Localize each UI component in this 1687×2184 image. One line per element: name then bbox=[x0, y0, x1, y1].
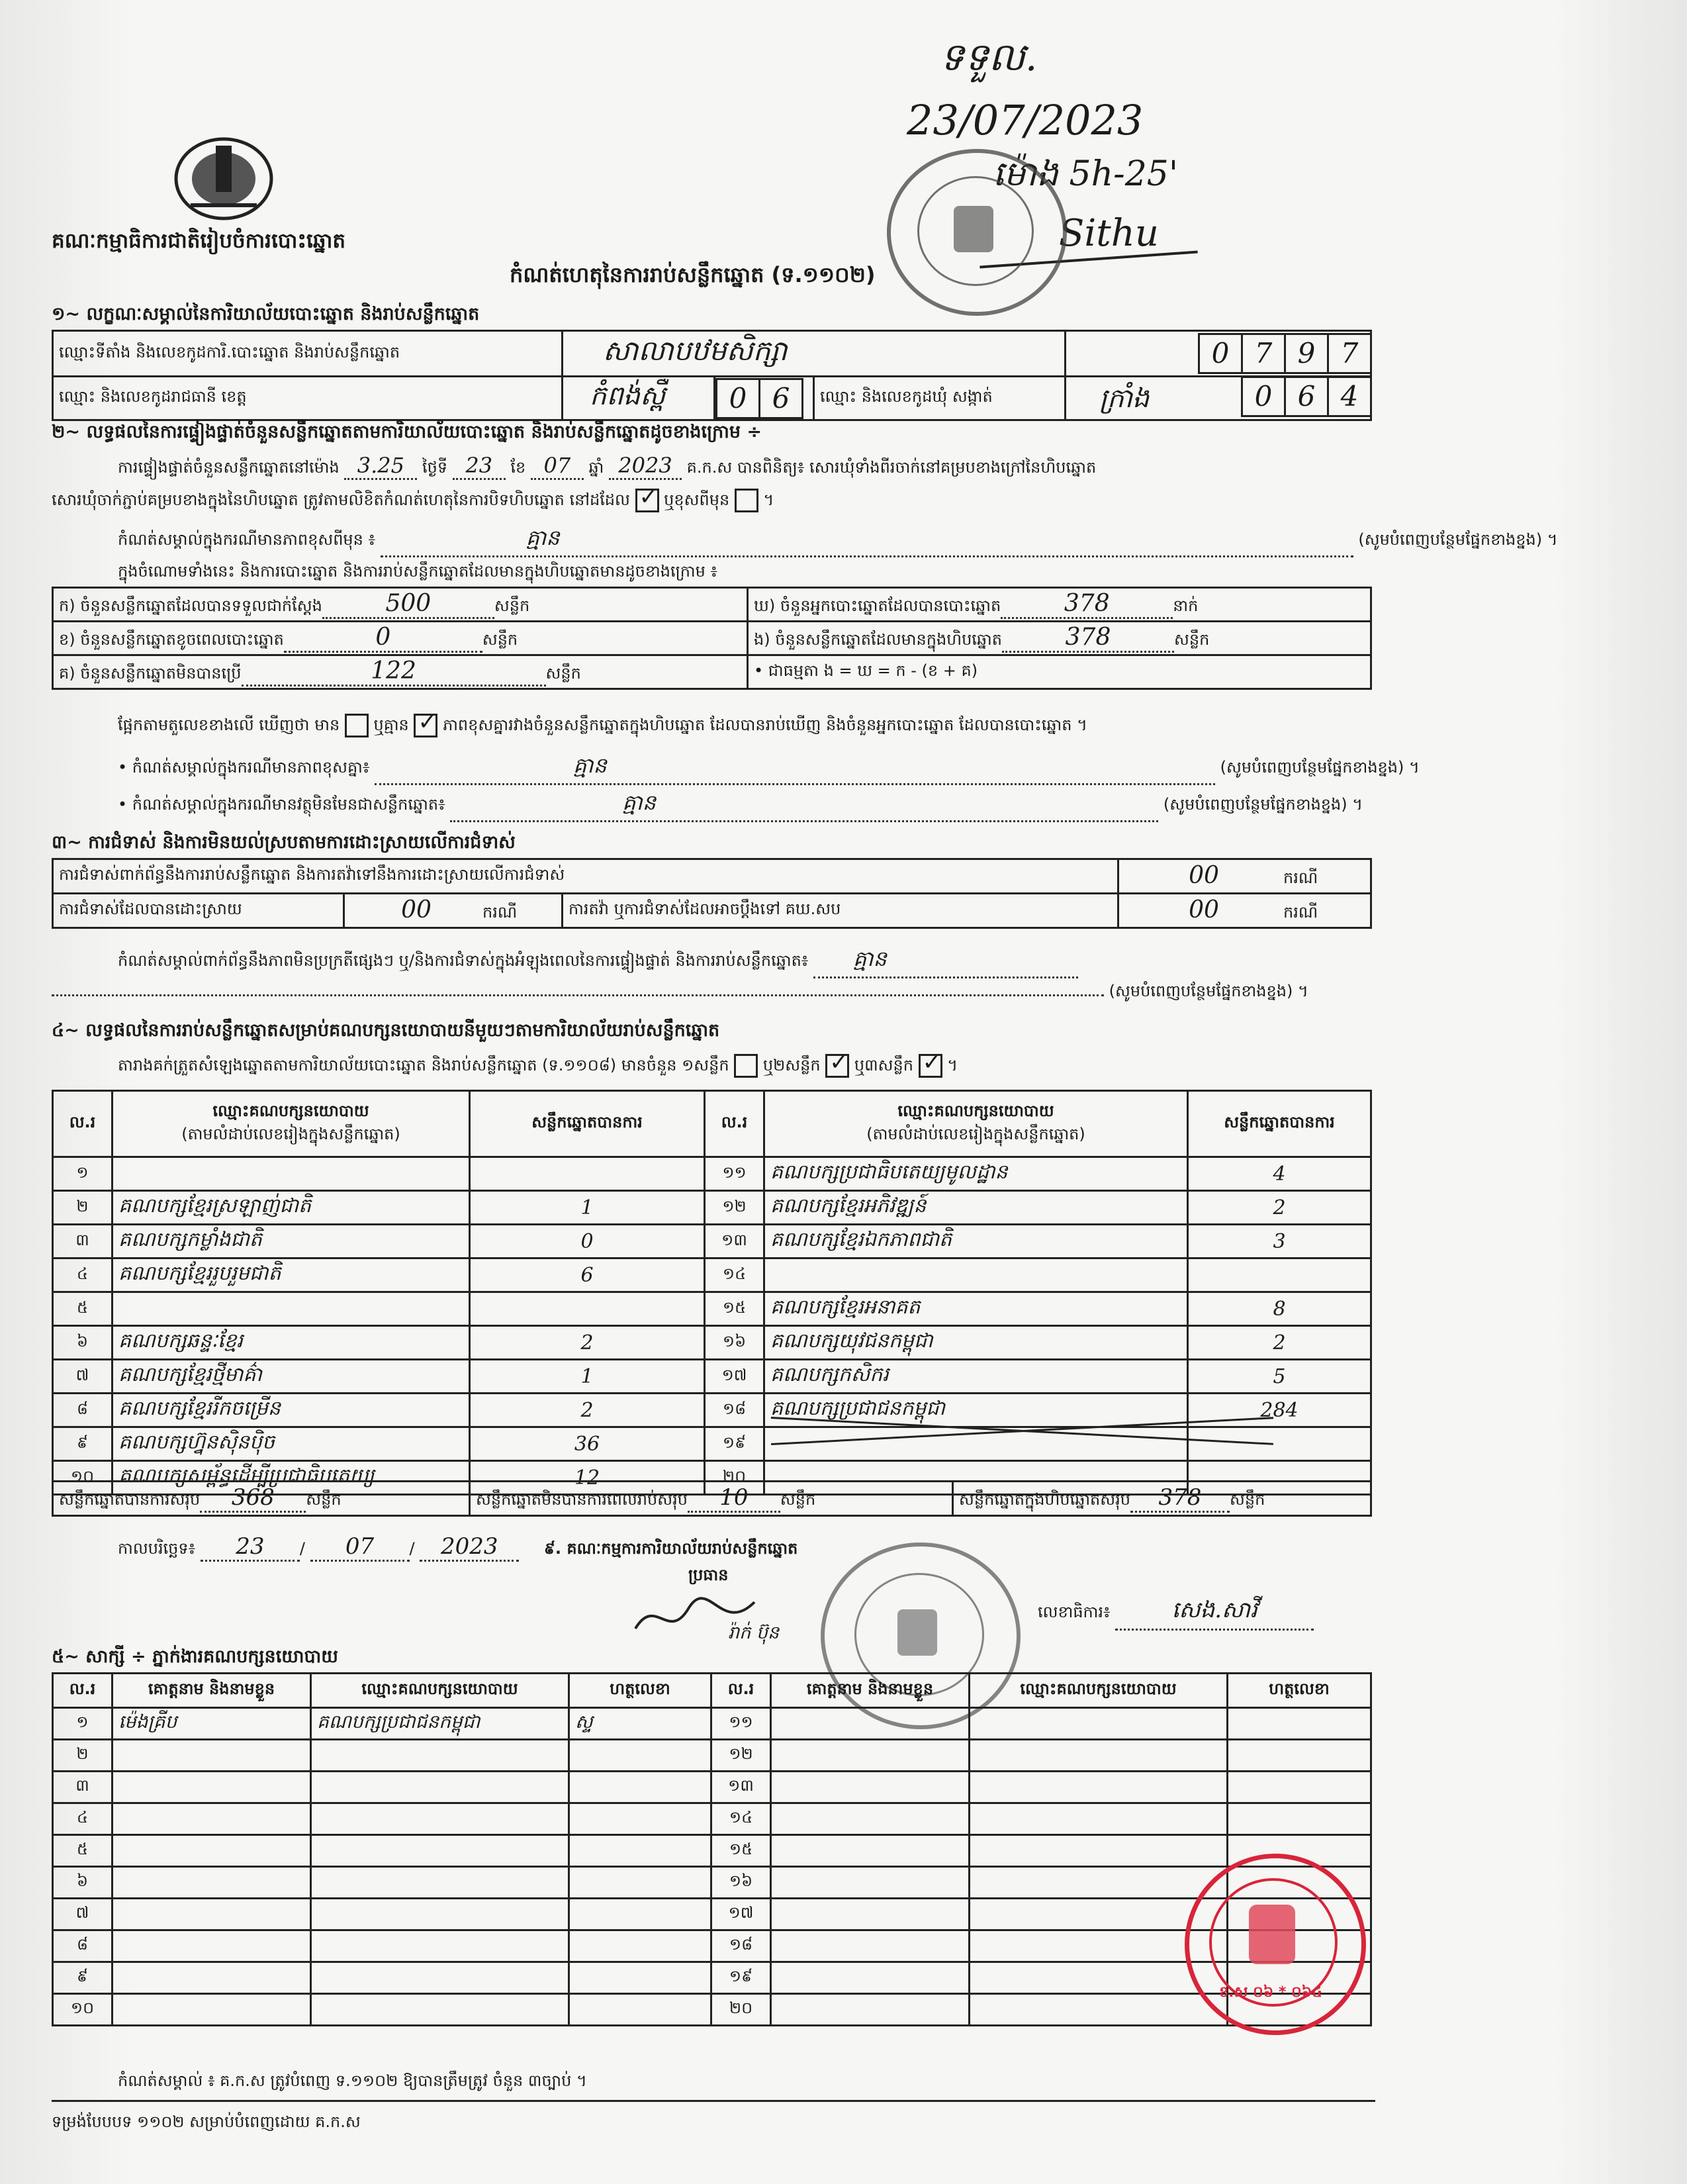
party-name bbox=[113, 1157, 470, 1191]
site-code: 0 7 9 7 bbox=[1066, 331, 1371, 377]
witness-name bbox=[113, 1867, 311, 1899]
party-votes: 2 bbox=[1188, 1191, 1371, 1225]
has-difference-checkbox[interactable] bbox=[345, 714, 369, 737]
total-invalid-value: 10 bbox=[688, 1484, 780, 1513]
witness-no: ១៧ bbox=[711, 1899, 771, 1930]
objection-count-cell: 00 ករណី bbox=[1118, 859, 1371, 894]
witness-no: ១៣ bbox=[711, 1772, 771, 1803]
w-col-name-right: គោត្តនាម និងនាមខ្លួន bbox=[771, 1674, 970, 1708]
witness-party bbox=[311, 1930, 569, 1962]
col-no-right: ល.រ bbox=[705, 1091, 764, 1157]
party-no: ១៦ bbox=[705, 1326, 764, 1360]
party-no: ១៨ bbox=[705, 1394, 764, 1427]
table-row bbox=[53, 1740, 1371, 1772]
w-col-sign-left: ហត្ថលេខា bbox=[569, 1674, 711, 1708]
table-row bbox=[53, 1867, 1371, 1899]
chair-name: រ៉ាក់ ប៊ុន bbox=[728, 1623, 780, 1643]
witness-party bbox=[970, 1740, 1228, 1772]
section1-table bbox=[52, 330, 1372, 421]
col-party-left: ឈ្មោះគណបក្សនយោបាយ (តាមលំដាប់លេខរៀងក្នុងសន្លឹកឆ្នោត) bbox=[113, 1091, 470, 1157]
total-box-cell: សន្លឹកឆ្នោតក្នុងហិបឆ្នោតសរុប 378 សន្លឹក bbox=[953, 1482, 1371, 1516]
party-name: គណបក្សកម្លាំងជាតិ bbox=[113, 1225, 470, 1258]
table-row bbox=[53, 1191, 1371, 1225]
section2-title: ២~ លទ្ធផលនៃការផ្ទៀងផ្ទាត់ចំនួនសន្លឹកឆ្នោតតាមការិយាល័យបោះឆ្នោត និងរាប់សន្លឹកឆ្នោតដូចខាងក្រោម ÷ bbox=[52, 422, 762, 442]
total-box-value: 378 bbox=[1130, 1484, 1230, 1513]
witness-no: ១០ bbox=[53, 1994, 113, 2026]
witness-party bbox=[311, 1867, 569, 1899]
red-seal-text: ខ.ស ០៦ * ០៦៤ bbox=[1219, 1984, 1322, 2001]
witness-name bbox=[771, 1962, 970, 1994]
party-no: ២ bbox=[53, 1191, 113, 1225]
verification-month: 07 bbox=[531, 453, 584, 480]
party-votes: 8 bbox=[1188, 1292, 1371, 1326]
party-no: ១៥ bbox=[705, 1292, 764, 1326]
party-name: គណបក្សខ្មែរឯកភាពជាតិ bbox=[764, 1225, 1188, 1258]
footer-divider bbox=[52, 2100, 1375, 2102]
party-votes: 12 bbox=[470, 1461, 705, 1495]
party-name bbox=[764, 1258, 1188, 1292]
party-name: គណបក្សសម្ព័ន្ធដើម្បីប្រជាធិបតេយ្យ bbox=[113, 1461, 470, 1495]
tally-3-sheets-checkbox[interactable] bbox=[919, 1054, 942, 1078]
party-name: គណបក្សខ្មែររួបរួមជាតិ bbox=[113, 1258, 470, 1292]
witness-no: ១៦ bbox=[711, 1867, 771, 1899]
witness-name bbox=[771, 1930, 970, 1962]
witness-no: ២ bbox=[53, 1740, 113, 1772]
site-label: ឈ្មោះទីតាំង និងលេខកូដការិ.បោះឆ្នោត និងរាប់សន្លឹកឆ្នោត bbox=[53, 331, 563, 377]
party-no: ៨ bbox=[53, 1394, 113, 1427]
party-name: គណបក្សប្រជាជនកម្ពុជា bbox=[764, 1394, 1188, 1427]
total-valid-cell: សន្លឹកឆ្នោតបានការសរុប 368 សន្លឹក bbox=[53, 1482, 470, 1516]
table-row bbox=[53, 1258, 1371, 1292]
foreign-object-note-line: • កំណត់សម្គាល់ក្នុងករណីមានវត្ថុមិនមែនជាសន្លឹកឆ្នោត៖ គ្មាន (សូមបំពេញបន្ថែមផ្នែកខាងខ្នង) ។ bbox=[118, 789, 1363, 822]
witness-signature bbox=[1228, 1708, 1371, 1740]
resolved-count-cell: 00 ករណី bbox=[344, 894, 563, 928]
witness-no: ១៤ bbox=[711, 1803, 771, 1835]
witness-party bbox=[311, 1994, 569, 2026]
secretary-name: សេង.សាវី bbox=[1115, 1595, 1314, 1631]
w-col-party-left: ឈ្មោះគណបក្សនយោបាយ bbox=[311, 1674, 569, 1708]
witness-party bbox=[311, 1772, 569, 1803]
party-no: ៩ bbox=[53, 1427, 113, 1461]
witness-name bbox=[771, 1835, 970, 1867]
witness-party bbox=[311, 1740, 569, 1772]
section3-table bbox=[52, 858, 1372, 929]
unchanged-checkbox[interactable] bbox=[635, 489, 659, 512]
verification-time: 3.25 bbox=[344, 453, 417, 480]
table-row bbox=[53, 1292, 1371, 1326]
party-votes: 6 bbox=[470, 1258, 705, 1292]
party-no: ៥ bbox=[53, 1292, 113, 1326]
witness-no: ៨ bbox=[53, 1930, 113, 1962]
witness-party bbox=[970, 1772, 1228, 1803]
witness-signature bbox=[569, 1994, 711, 2026]
witness-no: ១៥ bbox=[711, 1835, 771, 1867]
witness-party bbox=[311, 1835, 569, 1867]
irregularity-note-line2: (សូមបំពេញបន្ថែមផ្នែកខាងខ្នង) ។ bbox=[52, 981, 1308, 1004]
witness-no: ១១ bbox=[711, 1708, 771, 1740]
summary-intro: ក្នុងចំណោមទាំងនេះ និងការបោះឆ្នោត និងការរាប់សន្លឹកឆ្នោតដែលមានក្នុងហិបឆ្នោតមានដូចខាងក្រោម ៖ bbox=[118, 562, 718, 581]
verification-year: 2023 bbox=[609, 453, 682, 480]
count-row-d: ឃ) ចំនួនអ្នកបោះឆ្នោតដែលបានបោះឆ្នោត 378 នាក់ bbox=[748, 588, 1371, 622]
difference-note-line: • កំណត់សម្គាល់ក្នុងករណីមានភាពខុសគ្នា៖ គ្មាន (សូមបំពេញបន្ថែមផ្នែកខាងខ្នង) ។ bbox=[118, 752, 1420, 785]
results-body bbox=[53, 1157, 1371, 1495]
party-no: ១០ bbox=[53, 1461, 113, 1495]
count-row-c: គ) ចំនួនសន្លឹកឆ្នោតមិនបានប្រើ 122 សន្លឹក bbox=[53, 655, 748, 689]
party-votes bbox=[1188, 1427, 1371, 1461]
party-no: ១៩ bbox=[705, 1427, 764, 1461]
party-votes: 1 bbox=[470, 1191, 705, 1225]
received-signature: Sithu bbox=[1059, 212, 1159, 255]
party-votes bbox=[470, 1292, 705, 1326]
party-no: ១៤ bbox=[705, 1258, 764, 1292]
table-row bbox=[53, 1708, 1371, 1740]
witness-no: ៣ bbox=[53, 1772, 113, 1803]
witness-name bbox=[771, 1708, 970, 1740]
party-votes bbox=[470, 1157, 705, 1191]
party-votes: 284 bbox=[1188, 1394, 1371, 1427]
witness-party bbox=[970, 1867, 1228, 1899]
commune-label: ឈ្មោះ និងលេខកូដឃុំ សង្កាត់ bbox=[814, 377, 1066, 420]
witness-name bbox=[771, 1740, 970, 1772]
witness-name bbox=[771, 1803, 970, 1835]
witness-name bbox=[771, 1867, 970, 1899]
witness-no: ១៨ bbox=[711, 1930, 771, 1962]
chair-title: ប្រធាន bbox=[688, 1566, 729, 1584]
witness-no: ១២ bbox=[711, 1740, 771, 1772]
party-name: គណបក្សហ្វ៊ុនស៊ិនប៉ិច bbox=[113, 1427, 470, 1461]
witness-signature bbox=[569, 1835, 711, 1867]
col-votes-right: សន្លឹកឆ្នោតបានការ bbox=[1188, 1091, 1371, 1157]
witness-name bbox=[771, 1899, 970, 1930]
section2-counts-table bbox=[52, 587, 1372, 690]
table-row bbox=[53, 1157, 1371, 1191]
witness-name bbox=[113, 1740, 311, 1772]
witness-no: ១ bbox=[53, 1708, 113, 1740]
witness-no: ៦ bbox=[53, 1867, 113, 1899]
witness-signature bbox=[1228, 1772, 1371, 1803]
w-col-no-left: ល.រ bbox=[53, 1674, 113, 1708]
witness-name bbox=[113, 1994, 311, 2026]
party-votes: 2 bbox=[470, 1326, 705, 1360]
witness-signature bbox=[569, 1867, 711, 1899]
witness-no: ៥ bbox=[53, 1835, 113, 1867]
received-time: ម៉ោង 5h-25' bbox=[993, 154, 1179, 194]
witness-party bbox=[970, 1994, 1228, 2026]
table-row bbox=[53, 1899, 1371, 1930]
table-row bbox=[53, 1427, 1371, 1461]
signing-date-line: កាលបរិច្ឆេទ៖ 23 / 07 / 2023 ៩. គណៈកម្មការការិយាល័យរាប់សន្លឹកឆ្នោត bbox=[118, 1533, 798, 1562]
w-col-party-right: ឈ្មោះគណបក្សនយោបាយ bbox=[970, 1674, 1228, 1708]
section4-title: ៤~ លទ្ធផលនៃការរាប់សន្លឹកឆ្នោតសម្រាប់គណបក្សនយោបាយនីមួយៗតាមការិយាល័យរាប់សន្លឹកឆ្នោត bbox=[52, 1020, 720, 1041]
witness-body bbox=[53, 1708, 1371, 2026]
commune-cell: ក្រាំង 0 6 4 bbox=[1066, 377, 1371, 420]
witness-no: ៧ bbox=[53, 1899, 113, 1930]
nec-emblem-icon bbox=[171, 132, 277, 225]
count-row-a: ក) ចំនួនសន្លឹកឆ្នោតដែលបានទទួលជាក់ស្តែង 500 សន្លឹក bbox=[53, 588, 748, 622]
party-votes: 3 bbox=[1188, 1225, 1371, 1258]
province-code: 0 6 bbox=[715, 377, 814, 420]
party-name: គណបក្សខ្មែរអនាគត bbox=[764, 1292, 1188, 1326]
witness-name bbox=[113, 1899, 311, 1930]
results-table bbox=[52, 1090, 1372, 1496]
witness-signature bbox=[569, 1772, 711, 1803]
tally-1-sheet-checkbox[interactable] bbox=[734, 1054, 758, 1078]
commune-name: ក្រាំង bbox=[1099, 383, 1150, 414]
official-seal-top bbox=[887, 149, 1067, 316]
party-name: គណបក្សយុវជនកម្ពុជា bbox=[764, 1326, 1188, 1360]
witness-party bbox=[311, 1803, 569, 1835]
form-title: កំណត់ហេតុនៃការរាប់សន្លឹកឆ្នោត (ទ.១១០២) bbox=[510, 262, 876, 287]
party-name: គណបក្សឆន្ទៈខ្មែរ bbox=[113, 1326, 470, 1360]
party-name: គណបក្សខ្មែរអភិវឌ្ឍន៍ bbox=[764, 1191, 1188, 1225]
table-row bbox=[53, 1962, 1371, 1994]
witness-signature bbox=[569, 1803, 711, 1835]
witness-no: ២០ bbox=[711, 1994, 771, 2026]
party-votes: 0 bbox=[470, 1225, 705, 1258]
tally-2-sheets-checkbox[interactable] bbox=[825, 1054, 849, 1078]
party-name: គណបក្សខ្មែរថ្មីមាគ៌ា bbox=[113, 1360, 470, 1394]
witness-signature bbox=[569, 1930, 711, 1962]
secretary-line: លេខាធិការ៖ សេង.សាវី bbox=[1038, 1595, 1314, 1631]
table-row bbox=[53, 1994, 1371, 2026]
changed-checkbox[interactable] bbox=[735, 489, 758, 512]
witness-name bbox=[771, 1772, 970, 1803]
witness-no: ១៩ bbox=[711, 1962, 771, 1994]
received-date: 23/07/2023 bbox=[907, 96, 1144, 144]
table-row bbox=[53, 1803, 1371, 1835]
difference-line: ផ្អែកតាមតួលេខខាងលើ ឃើញថា មាន ឬគ្មាន ✓ ភាពខុសគ្នារវាងចំនួនសន្លឹកឆ្នោតក្នុងហិបឆ្នោត ដែលបានរាប់ឃើញ និងចំនួនអ្នកបោះឆ្នោត ដែលបានបោះឆ្នោត ។ bbox=[118, 714, 1087, 738]
party-votes: 2 bbox=[1188, 1326, 1371, 1360]
witness-name bbox=[113, 1772, 311, 1803]
total-invalid-cell: សន្លឹកឆ្នោតមិនបានការពេលរាប់សរុប 10 សន្លឹក bbox=[470, 1482, 953, 1516]
party-no: ១២ bbox=[705, 1191, 764, 1225]
section3-title: ៣~ ការជំទាស់ និងការមិនយល់ស្របតាមការដោះស្រាយលើការជំទាស់ bbox=[52, 832, 516, 853]
w-col-sign-right: ហត្ថលេខា bbox=[1228, 1674, 1371, 1708]
footnote: កំណត់សម្គាល់ ៖ គ.ក.ស ត្រូវបំពេញ ទ.១១០២ ឱ្យបានត្រឹមត្រូវ ចំនួន ៣ច្បាប់ ។ bbox=[118, 2071, 587, 2090]
table-row bbox=[53, 1326, 1371, 1360]
witness-signature bbox=[569, 1962, 711, 1994]
table-row bbox=[53, 1225, 1371, 1258]
party-no: ១១ bbox=[705, 1157, 764, 1191]
witness-name bbox=[113, 1803, 311, 1835]
party-no: ៧ bbox=[53, 1360, 113, 1394]
party-votes: 36 bbox=[470, 1427, 705, 1461]
province-label: ឈ្មោះ និងលេខកូដរាជធានី ខេត្ត bbox=[53, 377, 563, 420]
witness-signature bbox=[569, 1899, 711, 1930]
party-no: ១៧ bbox=[705, 1360, 764, 1394]
count-row-e: ង) ចំនួនសន្លឹកឆ្នោតដែលមានក្នុងហិបឆ្នោត 378 សន្លឹក bbox=[748, 622, 1371, 655]
witness-party bbox=[970, 1708, 1228, 1740]
col-party-right: ឈ្មោះគណបក្សនយោបាយ (តាមលំដាប់លេខរៀងក្នុងសន្លឹកឆ្នោត) bbox=[764, 1091, 1188, 1157]
witness-signature bbox=[569, 1740, 711, 1772]
received-note: ទទួល. bbox=[940, 34, 1038, 79]
province-name: កំពង់ស្ពឺ bbox=[563, 377, 715, 420]
table-row bbox=[53, 1772, 1371, 1803]
change-note-line: កំណត់សម្គាល់ក្នុងករណីមានភាពខុសពីមុន ៖ គ្មាន (សូមបំពេញបន្ថែមផ្នែកខាងខ្នង) ។ bbox=[118, 524, 1558, 557]
party-votes: 2 bbox=[470, 1394, 705, 1427]
section5-title: ៥~ សាក្សី ÷ ភ្នាក់ងារគណបក្សនយោបាយ bbox=[52, 1646, 338, 1667]
w-col-name-left: គោត្តនាម និងនាមខ្លួន bbox=[113, 1674, 311, 1708]
w-col-no-right: ល.រ bbox=[711, 1674, 771, 1708]
witness-party bbox=[970, 1803, 1228, 1835]
irregularity-note-line: កំណត់សម្គាល់ពាក់ព័ន្ធនឹងភាពមិនប្រក្រតីផ្សេងៗ ឬ/និងការជំទាស់ក្នុងអំឡុងពេលនៃការផ្ទៀងផ្ទាត់ និងការរាប់សន្លឹកឆ្នោត៖ គ្មាន bbox=[118, 945, 1078, 978]
witness-table bbox=[52, 1672, 1372, 2026]
totals-table bbox=[52, 1480, 1372, 1517]
party-votes bbox=[1188, 1258, 1371, 1292]
no-difference-checkbox[interactable] bbox=[414, 714, 437, 737]
witness-party bbox=[311, 1962, 569, 1994]
site-name: សាលាបឋមសិក្សា bbox=[563, 331, 1066, 377]
red-official-seal bbox=[1185, 1854, 1366, 2035]
party-no: ២០ bbox=[705, 1461, 764, 1495]
party-no: ៣ bbox=[53, 1225, 113, 1258]
tally-sheet-line: តារាងគក់ត្រួតសំឡេងឆ្នោតតាមការិយាល័យបោះឆ្នោត និងរាប់សន្លឹកឆ្នោត (ទ.១១០៨) មានចំនួន ១សន្លឹក ឬ២សន្លឹក ✓ ឬ៣សន្លឹក ✓ ។ bbox=[118, 1054, 958, 1078]
col-no-left: ល.រ bbox=[53, 1091, 113, 1157]
appeal-label: ការតវ៉ា ឬការជំទាស់ដែលអាចប្តឹងទៅ គឃ.សប bbox=[563, 894, 1118, 928]
witness-name bbox=[771, 1994, 970, 2026]
resolved-label: ការជំទាស់ដែលបានដោះស្រាយ bbox=[53, 894, 344, 928]
table-row bbox=[53, 1360, 1371, 1394]
count-row-b: ខ) ចំនួនសន្លឹកឆ្នោតខូចពេលបោះឆ្នោត 0 សន្លឹក bbox=[53, 622, 748, 655]
witness-party: គណបក្សប្រជាជនកម្ពុជា bbox=[311, 1708, 569, 1740]
objection-label: ការជំទាស់ពាក់ព័ន្ធនឹងការរាប់សន្លឹកឆ្នោត និងការតវ៉ាទៅនឹងការដោះស្រាយលើការជំទាស់ bbox=[53, 859, 1118, 894]
witness-name bbox=[113, 1835, 311, 1867]
appeal-count-cell: 00 ករណី bbox=[1118, 894, 1371, 928]
party-name: គណបក្សកសិករ bbox=[764, 1360, 1188, 1394]
change-note-value: គ្មាន bbox=[381, 524, 1353, 557]
party-name: គណបក្សខ្មែររីកចម្រើន bbox=[113, 1394, 470, 1427]
table-row bbox=[53, 1835, 1371, 1867]
witness-no: ៩ bbox=[53, 1962, 113, 1994]
party-name: គណបក្សប្រជាធិបតេយ្យមូលដ្ឋាន bbox=[764, 1157, 1188, 1191]
witness-name bbox=[113, 1962, 311, 1994]
witness-signature bbox=[1228, 1803, 1371, 1835]
witness-party bbox=[311, 1899, 569, 1930]
witness-signature bbox=[1228, 1740, 1371, 1772]
party-votes: 1 bbox=[470, 1360, 705, 1394]
authority-name: គណៈកម្មាធិការជាតិរៀបចំការបោះឆ្នោត bbox=[52, 229, 346, 253]
witness-name bbox=[113, 1930, 311, 1962]
party-name bbox=[113, 1292, 470, 1326]
verification-day: 23 bbox=[453, 453, 506, 480]
party-no: ១ bbox=[53, 1157, 113, 1191]
party-no: ៤ bbox=[53, 1258, 113, 1292]
verification-line1: ការផ្ទៀងផ្ទាត់ចំនួនសន្លឹកឆ្នោតនៅម៉ោង 3.25 ថ្ងៃទី 23 ខែ 07 ឆ្នាំ 2023 គ.ក.ស បានពិនិត្យ៖ សោរឃុំទាំងពីរចាក់នៅគម្របខាងក្រៅនៃហិបឆ្នោត bbox=[118, 453, 1096, 481]
party-name: គណបក្សខ្មែរស្រឡាញ់ជាតិ bbox=[113, 1191, 470, 1225]
witness-party bbox=[970, 1835, 1228, 1867]
verification-line2: សោរឃុំចាក់ភ្ជាប់គម្របខាងក្នុងនៃហិបឆ្នោត ត្រូវតាមលិខិតកំណត់ហេតុនៃការបិទហិបឆ្នោត នៅដដែល ✓ ឬខុសពីមុន ។ bbox=[52, 489, 774, 513]
party-no: ១៣ bbox=[705, 1225, 764, 1258]
witness-name: ម៉េងគ្រីប bbox=[113, 1708, 311, 1740]
party-no: ៦ bbox=[53, 1326, 113, 1360]
party-votes: 4 bbox=[1188, 1157, 1371, 1191]
formula-row: • ជាធម្មតា ង = ឃ = ក - (ខ + គ) bbox=[748, 655, 1371, 689]
section1-title: ១~ លក្ខណៈសម្គាល់នៃការិយាល័យបោះឆ្នោត និងរាប់សន្លឹកឆ្នោត bbox=[52, 304, 480, 324]
party-votes: 5 bbox=[1188, 1360, 1371, 1394]
table-row bbox=[53, 1930, 1371, 1962]
witness-signature: ស្ទ bbox=[569, 1708, 711, 1740]
total-valid-value: 368 bbox=[200, 1484, 306, 1513]
col-votes-left: សន្លឹកឆ្នោតបានការ bbox=[470, 1091, 705, 1157]
footer-text: ទម្រង់បែបបទ ១១០២ សម្រាប់បំពេញដោយ គ.ក.ស bbox=[52, 2113, 361, 2131]
witness-no: ៤ bbox=[53, 1803, 113, 1835]
